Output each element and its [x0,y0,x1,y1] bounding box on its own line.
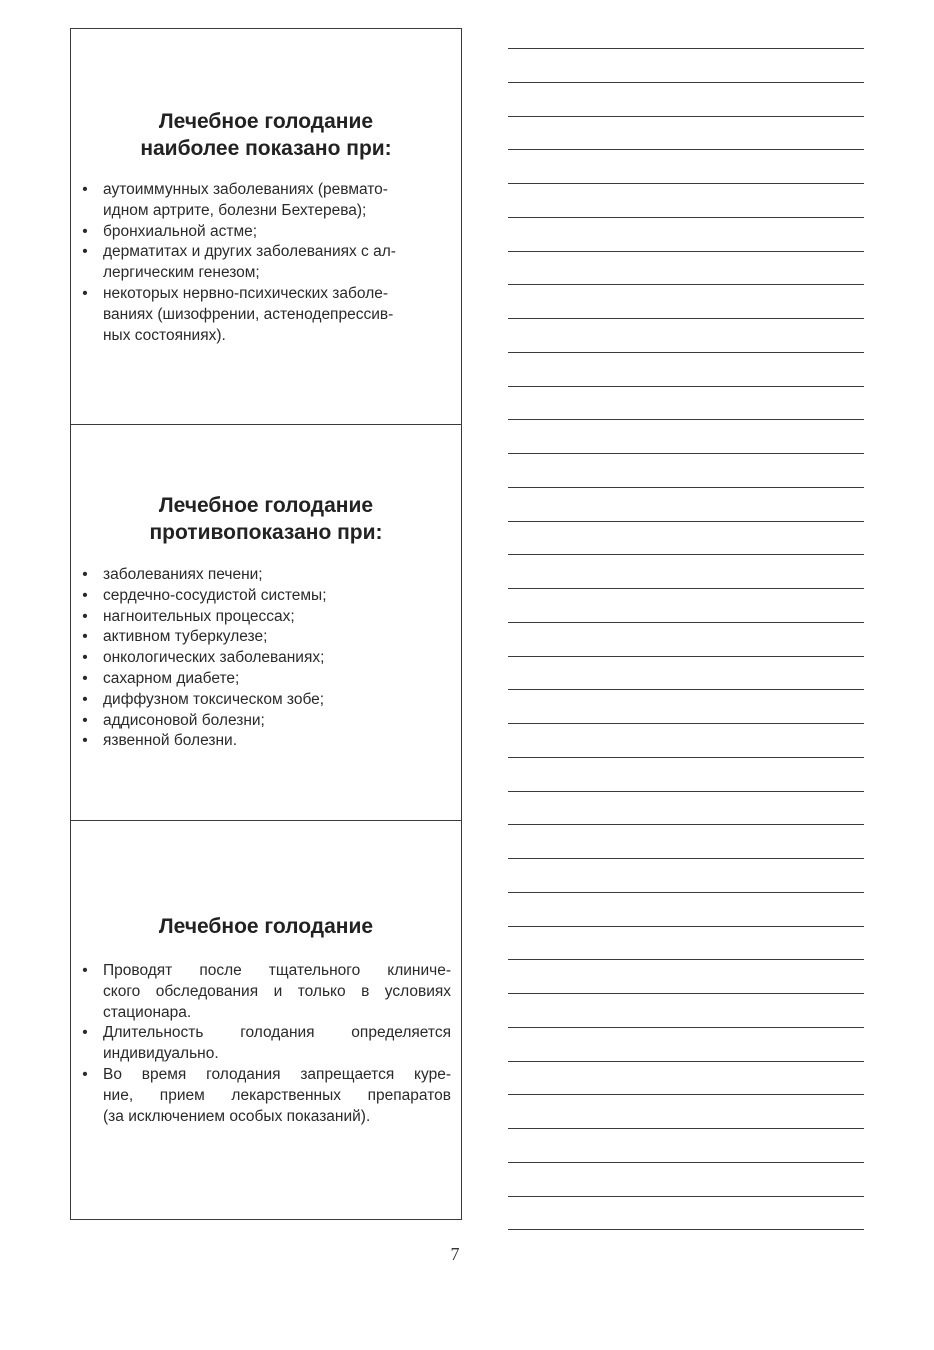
slide-title-line: Лечебное голодание [158,110,374,133]
list-item-text: диффузном токсическом зобе; [103,690,325,708]
list-item [79,1023,451,1065]
list-item [79,627,451,648]
note-line [508,454,864,488]
slide-contraindications [71,425,461,821]
note-line [508,117,864,151]
note-line [508,488,864,522]
note-line [508,1129,864,1163]
page-number: 7 [450,1244,460,1264]
note-line [508,184,864,218]
note-line [508,1197,864,1231]
list-item-text: индивидуально. [103,1045,219,1063]
note-line [508,420,864,454]
list-item [79,565,451,586]
bullet-icon: • [82,607,88,625]
note-line [508,994,864,1028]
list-item [79,648,451,669]
list-item-text: сахарном диабете; [103,669,240,687]
bullet-icon: • [82,181,88,198]
note-line [508,657,864,691]
list-item-text: аутоиммунных заболеваниях (ревмато- [103,181,388,198]
note-line [508,150,864,184]
slide-title [71,108,461,162]
note-line [508,285,864,319]
note-line [508,319,864,353]
slide-title [71,492,461,546]
list-item-text: Длительность голодания определяется [103,1024,451,1042]
list-item-text: идном артрите, болезни Бехтерева); [103,201,367,219]
list-item [79,180,451,222]
note-line [508,1028,864,1062]
list-item-text: заболеваниях печени; [103,566,263,583]
list-item-text: ных состояниях). [103,326,226,344]
note-line [508,893,864,927]
list-item-text: ние, прием лекарственных препаратов [103,1086,451,1104]
note-line [508,623,864,657]
slide-title-line: Лечебное голодание [158,915,374,938]
bullet-icon: • [82,690,88,708]
list-item [79,690,451,711]
note-line [508,690,864,724]
bullet-icon: • [82,649,88,667]
bullet-icon: • [82,566,88,583]
list-item [79,284,451,346]
bullet-icon: • [82,732,88,750]
list-item-text: Во время голодания запрещается куре- [103,1065,451,1083]
list-item-text: активном туберкулезе; [103,628,268,646]
note-line [508,758,864,792]
slide-title [71,913,461,940]
list-item [79,586,451,607]
list-item [79,607,451,628]
note-line [508,1095,864,1129]
note-line [508,252,864,286]
bullet-icon: • [82,628,88,646]
note-line [508,387,864,421]
bullet-icon: • [82,669,88,687]
slide-indications [71,29,461,425]
list-item-text: некоторых нервно-психических заболе- [103,284,389,302]
list-item-text: язвенной болезни. [103,732,237,750]
note-line [508,1163,864,1197]
list-item-text: лергическим генезом; [103,264,260,282]
slide-procedure [71,821,461,1219]
bullet-list [79,565,451,752]
list-item-text: сердечно-сосудистой системы; [103,586,327,604]
note-line [508,218,864,252]
note-line [508,792,864,826]
list-item [79,961,451,1023]
list-item [79,711,451,732]
notes-lines [508,48,864,1230]
list-item-text: ваниях (шизофрении, астенодепрессив- [103,305,394,323]
list-item-text: бронхиальной астме; [103,222,258,240]
list-item-text: Проводят после тщательного клиниче- [103,962,451,979]
note-line [508,724,864,758]
list-item-text: стационара. [103,1003,192,1021]
note-line [508,1062,864,1096]
bullet-list [79,180,451,346]
list-item-text: дерматитах и других заболеваниях с ал- [103,243,396,261]
list-item [79,1065,451,1127]
list-item [79,242,451,284]
bullet-icon: • [82,222,88,240]
list-item [79,222,451,243]
bullet-icon: • [82,1065,88,1083]
bullet-icon: • [82,1024,88,1042]
bullet-icon: • [82,243,88,261]
bullet-list [79,961,451,1127]
list-item-text: ского обследования и только в условиях [103,982,451,1000]
bullet-icon: • [82,284,88,302]
slides-column [70,28,462,1220]
note-line [508,353,864,387]
slide-title-line: наиболее показано при: [140,137,392,160]
list-item [79,731,451,752]
note-line [508,49,864,83]
note-line [508,960,864,994]
slide-title-line: противопоказано при: [149,521,383,544]
bullet-icon: • [82,586,88,604]
note-line [508,825,864,859]
note-line [508,859,864,893]
note-line [508,927,864,961]
note-line [508,555,864,589]
note-line [508,522,864,556]
bullet-icon: • [82,962,88,979]
note-line [508,83,864,117]
list-item-text: аддисоновой болезни; [103,711,265,729]
bullet-icon: • [82,711,88,729]
list-item-text: онкологических заболеваниях; [103,649,325,667]
list-item [79,669,451,690]
list-item-text: (за исключением особых показаний). [103,1107,371,1125]
slide-title-line: Лечебное голодание [158,494,374,517]
list-item-text: нагноительных процессах; [103,607,295,625]
note-line [508,589,864,623]
